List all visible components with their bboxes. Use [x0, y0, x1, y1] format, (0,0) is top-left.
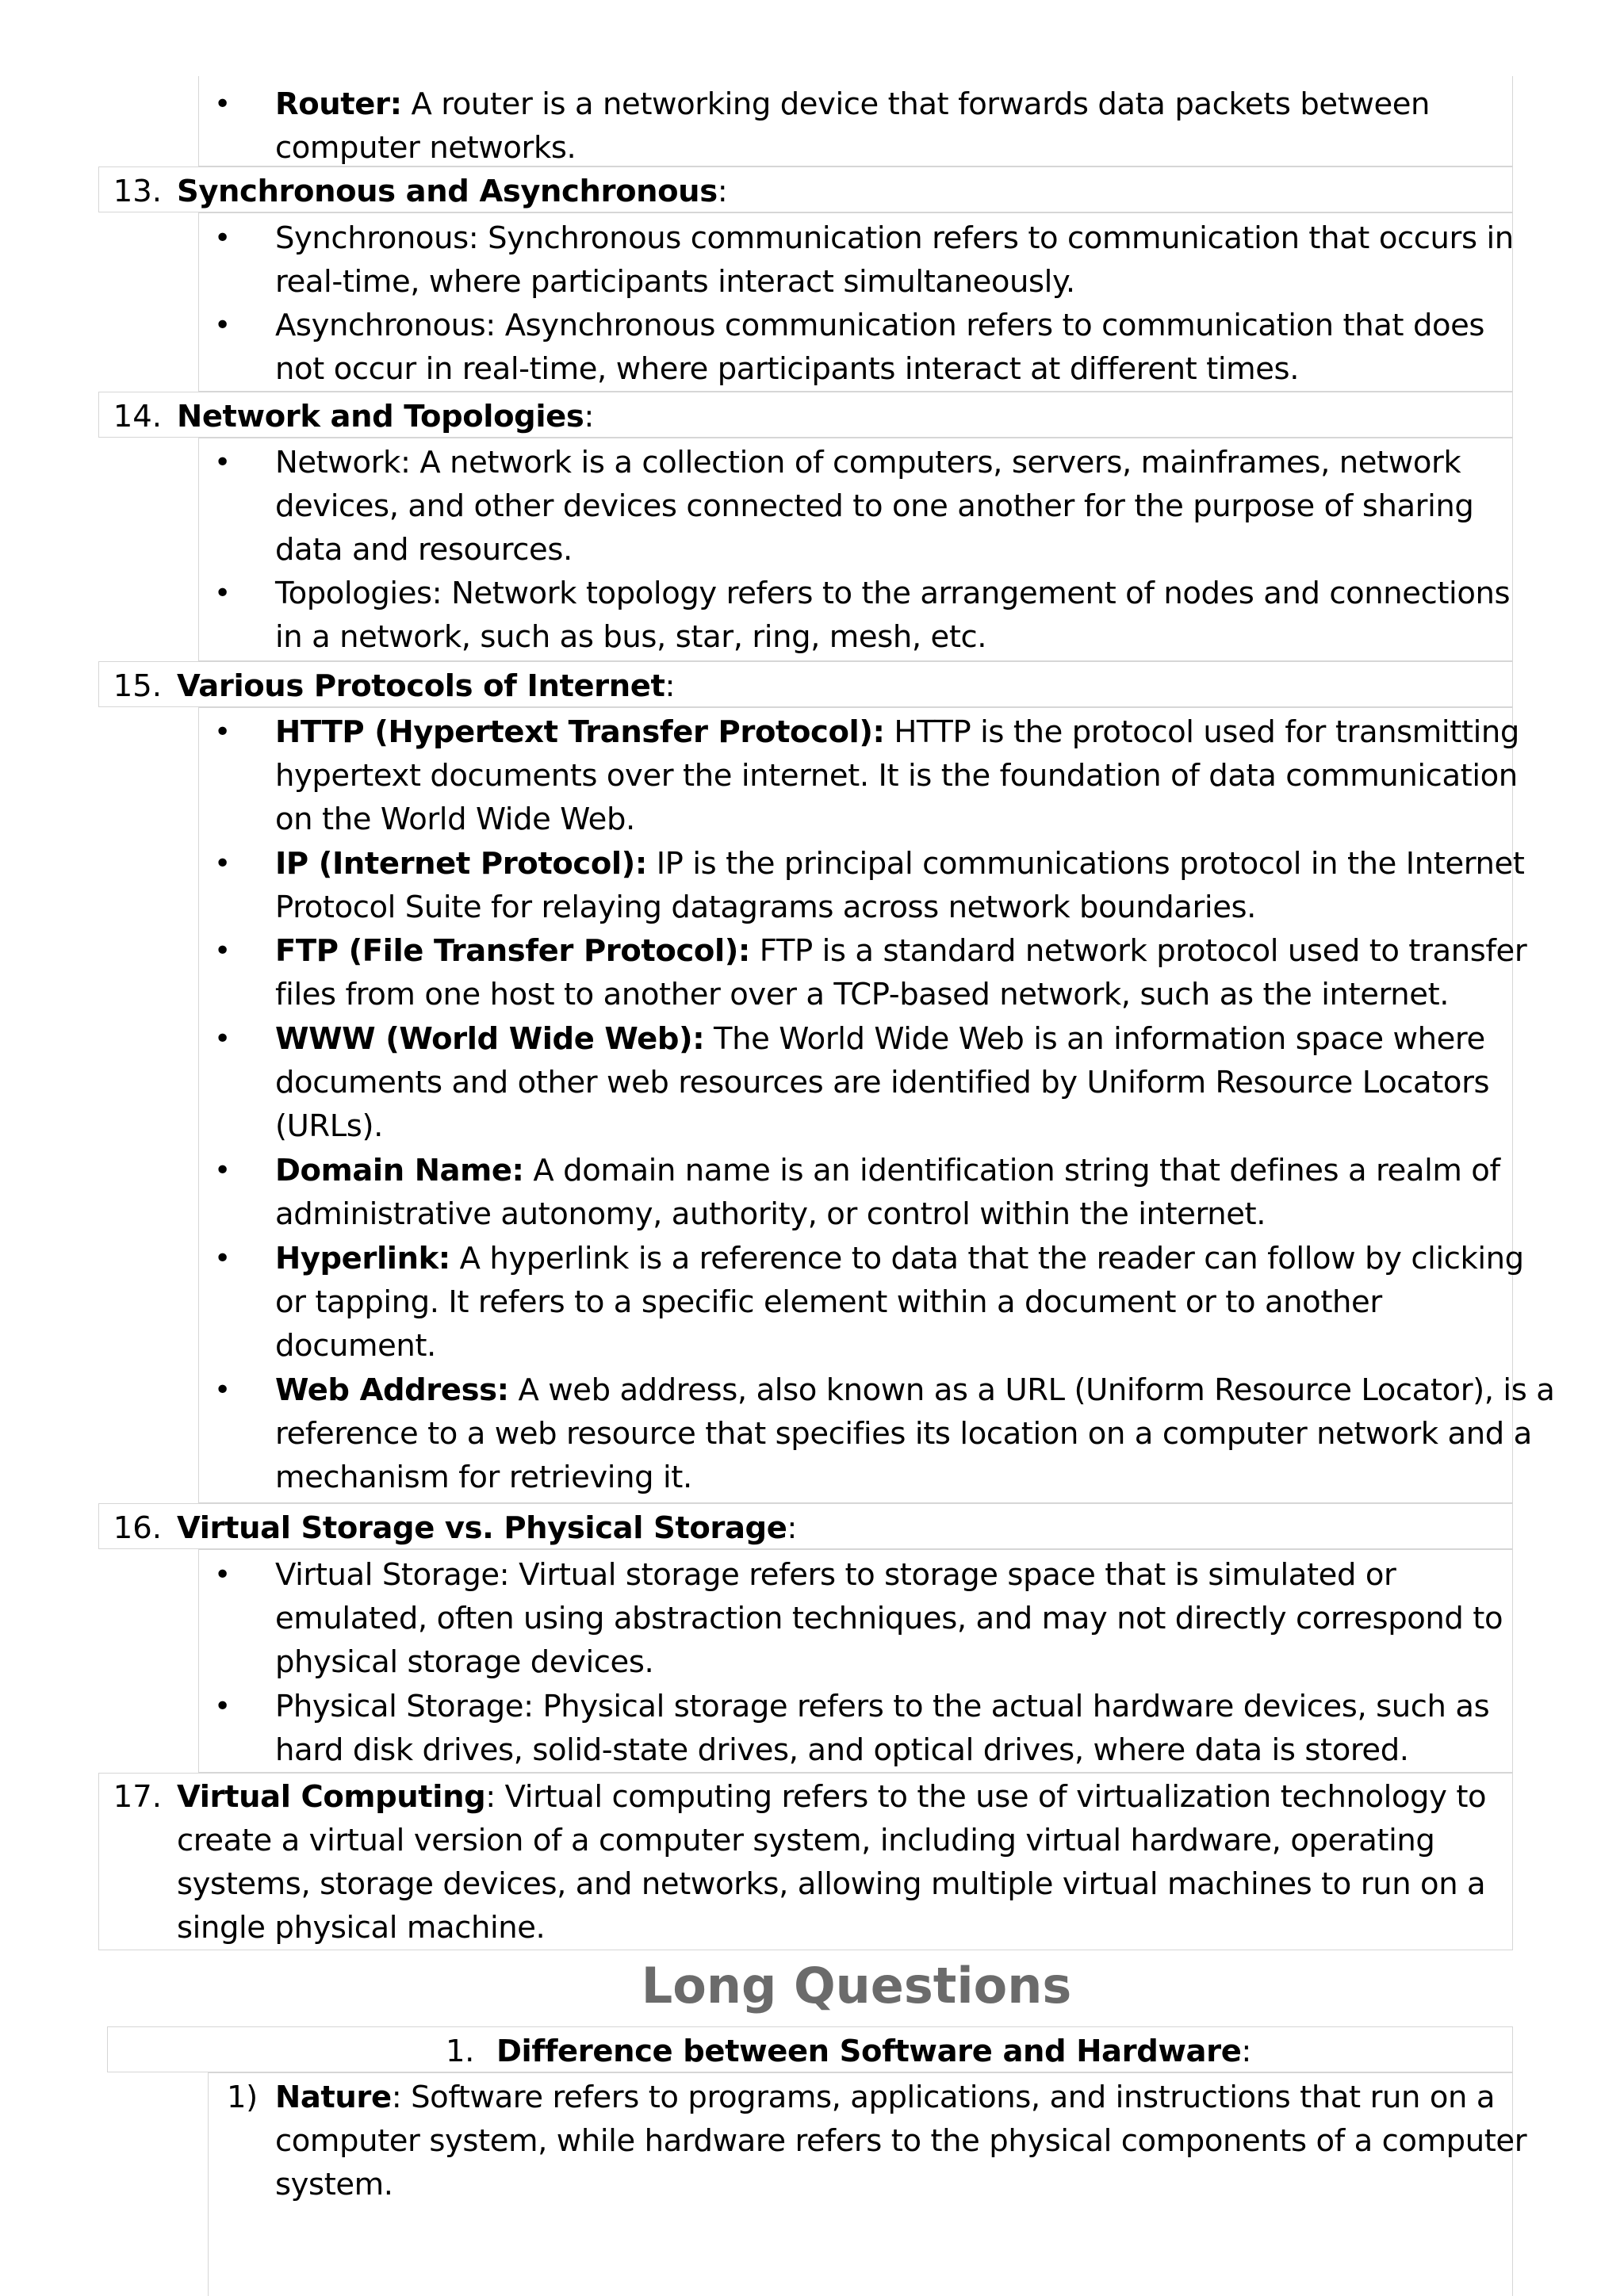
- bullet: •: [214, 1374, 232, 1406]
- router-line-1: Router: A router is a networking device that forwards data packets between: [275, 86, 1431, 122]
- item16-b1-line: physical storage devices.: [275, 1644, 654, 1680]
- domain-line-1: Domain Name: A domain name is an identification string that defines a realm of: [275, 1153, 1500, 1188]
- item14-b1-line: data and resources.: [275, 532, 573, 568]
- item13-title: Synchronous and Asynchronous:: [177, 174, 728, 209]
- bullet: •: [214, 88, 232, 121]
- webaddress-line: mechanism for retrieving it.: [275, 1460, 692, 1495]
- item16-b1-line: emulated, often using abstraction techniques, and may not directly correspond to: [275, 1601, 1503, 1636]
- webaddress-line: reference to a web resource that specifies its location on a computer network and a: [275, 1416, 1532, 1452]
- item13-b2-line: not occur in real-time, where participants interact at different times.: [275, 351, 1300, 387]
- item17-line: single physical machine.: [177, 1910, 546, 1946]
- bullet: •: [214, 1242, 232, 1275]
- bullet: •: [214, 446, 232, 479]
- hyperlink-line: or tapping. It refers to a specific element within a document or to another: [275, 1284, 1382, 1320]
- www-line: documents and other web resources are identified by Uniform Resource Locators: [275, 1065, 1490, 1100]
- item16-b2-line: hard disk drives, solid-state drives, and optical drives, where data is stored.: [275, 1732, 1409, 1768]
- long1-sub1-line-1: Nature: Software refers to programs, applications, and instructions that run on a: [275, 2080, 1496, 2115]
- item13-b1-line: real-time, where participants interact simultaneously.: [275, 264, 1075, 300]
- ftp-line: files from one host to another over a TCP-based network, such as the internet.: [275, 977, 1450, 1012]
- item13-number: 13.: [113, 174, 162, 209]
- bullet: •: [214, 1690, 232, 1723]
- long-questions-heading: Long Questions: [641, 1957, 1072, 2015]
- http-line: hypertext documents over the internet. It is the foundation of data communication: [275, 758, 1518, 794]
- item14-b2-line: in a network, such as bus, star, ring, mesh, etc.: [275, 619, 987, 655]
- item16-b2-line: Physical Storage: Physical storage refers to the actual hardware devices, such as: [275, 1689, 1490, 1724]
- item15-number: 15.: [113, 668, 162, 704]
- domain-line: administrative autonomy, authority, or control within the internet.: [275, 1196, 1266, 1232]
- item15-title: Various Protocols of Internet:: [177, 668, 676, 704]
- item14-b2-line: Topologies: Network topology refers to the arrangement of nodes and connections: [275, 576, 1511, 611]
- item17-number: 17.: [113, 1779, 162, 1815]
- ip-line-1: IP (Internet Protocol): IP is the principal communications protocol in the Internet: [275, 846, 1525, 882]
- http-line: on the World Wide Web.: [275, 802, 635, 837]
- long1-title: Difference between Software and Hardware:: [496, 2034, 1251, 2069]
- item14-b1-line: Network: A network is a collection of computers, servers, mainframes, network: [275, 445, 1461, 480]
- bullet: •: [214, 309, 232, 342]
- hyperlink-line: document.: [275, 1328, 436, 1364]
- router-line-2: computer networks.: [275, 130, 576, 166]
- long1-sub1-line: system.: [275, 2167, 393, 2202]
- bullet: •: [214, 577, 232, 610]
- router-term: Router:: [275, 86, 402, 122]
- item17-line: systems, storage devices, and networks, allowing multiple virtual machines to run on a: [177, 1866, 1486, 1902]
- item16-b1-line: Virtual Storage: Virtual storage refers to storage space that is simulated or: [275, 1557, 1396, 1593]
- bullet: •: [214, 1023, 232, 1055]
- ip-line: Protocol Suite for relaying datagrams across network boundaries.: [275, 890, 1256, 925]
- item17-line-1: Virtual Computing: Virtual computing refers to the use of virtualization technology to: [177, 1779, 1487, 1815]
- item16-number: 16.: [113, 1510, 162, 1546]
- item13-b2-line: Asynchronous: Asynchronous communication refers to communication that does: [275, 308, 1485, 343]
- www-line: (URLs).: [275, 1108, 383, 1144]
- item16-title: Virtual Storage vs. Physical Storage:: [177, 1510, 797, 1546]
- item14-title: Network and Topologies:: [177, 399, 594, 434]
- item17-line: create a virtual version of a computer system, including virtual hardware, operating: [177, 1823, 1435, 1858]
- bullet: •: [214, 716, 232, 748]
- http-line-1: HTTP (Hypertext Transfer Protocol): HTTP is the protocol used for transmitting: [275, 714, 1519, 750]
- webaddress-line-1: Web Address: A web address, also known as a URL (Uniform Resource Locator), is a: [275, 1372, 1555, 1408]
- item13-b1-line: Synchronous: Synchronous communication refers to communication that occurs in: [275, 220, 1514, 256]
- bullet: •: [214, 1154, 232, 1187]
- bullet: •: [214, 848, 232, 880]
- item14-b1-line: devices, and other devices connected to one another for the purpose of sharing: [275, 488, 1474, 524]
- long1-number: 1.: [446, 2034, 474, 2069]
- bullet: •: [214, 222, 232, 254]
- item14-number: 14.: [113, 399, 162, 434]
- long1-sub1-number: 1): [227, 2080, 258, 2115]
- bullet: •: [214, 1559, 232, 1591]
- ftp-line-1: FTP (File Transfer Protocol): FTP is a standard network protocol used to transfer: [275, 933, 1527, 969]
- long1-sub1-line: computer system, while hardware refers to the physical components of a computer: [275, 2123, 1527, 2159]
- hyperlink-line-1: Hyperlink: A hyperlink is a reference to data that the reader can follow by clicking: [275, 1241, 1524, 1276]
- www-line-1: WWW (World Wide Web): The World Wide Web is an information space where: [275, 1021, 1485, 1057]
- bullet: •: [214, 935, 232, 967]
